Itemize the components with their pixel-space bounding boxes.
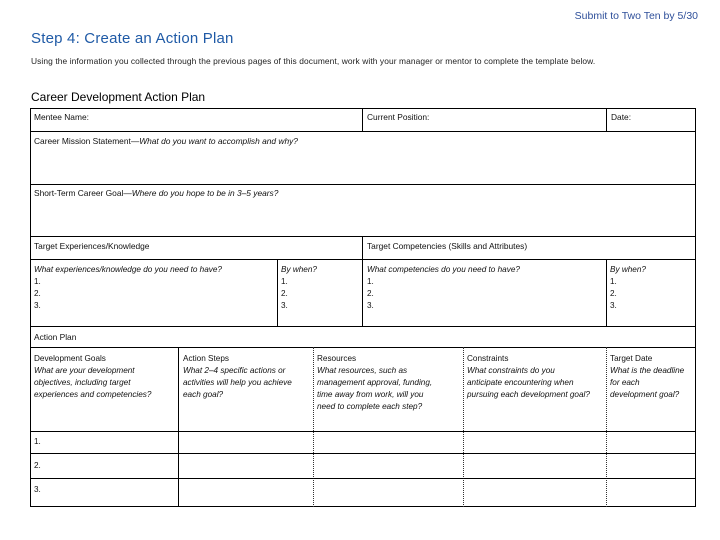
mission-statement-label: Career Mission Statement—What do you want to accomplish and why?: [34, 136, 298, 146]
column-prompt: experiences and competencies?: [34, 390, 152, 399]
experiences-by-when-field[interactable]: [281, 264, 317, 312]
action-plan-header: [30, 326, 696, 348]
table-row[interactable]: [34, 436, 41, 448]
column-target-date: [610, 353, 684, 401]
divider: [362, 108, 363, 132]
list-item: 3.: [34, 301, 41, 310]
divider: [277, 259, 278, 327]
list-item: 3.: [281, 301, 288, 310]
list-item: 1.: [34, 277, 41, 286]
divider: [362, 259, 363, 327]
divider: [30, 478, 696, 479]
submit-note: Submit to Two Ten by 5/30: [574, 10, 698, 22]
column-prompt: What is the deadline: [610, 366, 685, 375]
target-experiences-field[interactable]: [34, 264, 222, 312]
column-title: Action Steps: [183, 354, 229, 363]
column-prompt: pursuing each development goal?: [467, 390, 590, 399]
list-item: 2.: [281, 289, 288, 298]
column-action-steps: [183, 353, 292, 401]
date-field[interactable]: [611, 111, 631, 123]
column-prompt: management approval, funding,: [317, 378, 433, 387]
column-prompt: activities will help you achieve: [183, 378, 292, 387]
goal-prompt: Where do you hope to be in 3–5 years?: [131, 188, 279, 198]
divider: [30, 453, 696, 454]
column-prompt: development goal?: [610, 390, 680, 399]
target-competencies-field[interactable]: [367, 264, 520, 312]
column-resources: [317, 353, 432, 413]
mentee-row: [30, 108, 696, 132]
plan-title: Career Development Action Plan: [31, 90, 206, 104]
current-position-field[interactable]: [367, 111, 429, 123]
column-prompt: What constraints do you: [467, 366, 555, 375]
row-number: 1.: [34, 437, 41, 446]
divider: [606, 347, 607, 507]
list-item: 1.: [367, 277, 374, 286]
column-prompt: What are your development: [34, 366, 135, 375]
divider: [606, 259, 607, 327]
target-competencies-prompt: What competencies do you need to have?: [367, 265, 520, 274]
target-experiences-prompt: What experiences/knowledge do you need to have?: [34, 265, 222, 274]
page-title: Step 4: Create an Action Plan: [31, 30, 234, 47]
by-when-label: By when?: [281, 265, 317, 274]
list-item: 1.: [610, 277, 617, 286]
action-plan-label: Action Plan: [34, 332, 77, 342]
row-number: 2.: [34, 461, 41, 470]
table-row[interactable]: [34, 484, 41, 496]
column-prompt: What resources, such as: [317, 366, 408, 375]
divider: [463, 347, 464, 507]
row-number: 3.: [34, 485, 41, 494]
mentee-name-field[interactable]: [34, 111, 89, 123]
table-row[interactable]: [34, 460, 41, 472]
column-title: Resources: [317, 354, 357, 363]
column-prompt: need to complete each step?: [317, 402, 423, 411]
target-competencies-label: Target Competencies (Skills and Attributes): [367, 241, 528, 251]
competencies-by-when-field[interactable]: [610, 264, 646, 312]
column-title: Constraints: [467, 354, 509, 363]
divider: [362, 236, 363, 260]
column-prompt: What 2–4 specific actions or: [183, 366, 286, 375]
list-item: 3.: [367, 301, 374, 310]
column-prompt: for each: [610, 378, 640, 387]
list-item: 2.: [367, 289, 374, 298]
column-title: Target Date: [610, 354, 653, 363]
list-item: 2.: [34, 289, 41, 298]
divider: [178, 347, 179, 507]
intro-text: Using the information you collected through the previous pages of this document, work with your manager or mentor to complete the template below.: [31, 56, 596, 66]
target-experiences-label: Target Experiences/Knowledge: [34, 241, 150, 251]
column-prompt: objectives, including target: [34, 378, 131, 387]
column-development-goals: [34, 353, 151, 401]
short-term-goal-label: Short-Term Career Goal—Where do you hope to be in 3–5 years?: [34, 188, 279, 198]
list-item: 1.: [281, 277, 288, 286]
column-title: Development Goals: [34, 354, 106, 363]
current-position-label: Current Position:: [367, 112, 430, 122]
date-label: Date:: [611, 112, 632, 122]
column-prompt: time away from work, will you: [317, 390, 424, 399]
by-when-label: By when?: [610, 265, 646, 274]
divider: [606, 108, 607, 132]
column-constraints: [467, 353, 590, 401]
column-prompt: each goal?: [183, 390, 224, 399]
list-item: 2.: [610, 289, 617, 298]
divider: [313, 347, 314, 507]
mentee-name-label: Mentee Name:: [34, 112, 89, 122]
mission-prompt: What do you want to accomplish and why?: [139, 136, 298, 146]
divider: [30, 431, 696, 432]
column-prompt: anticipate encountering when: [467, 378, 574, 387]
list-item: 3.: [610, 301, 617, 310]
